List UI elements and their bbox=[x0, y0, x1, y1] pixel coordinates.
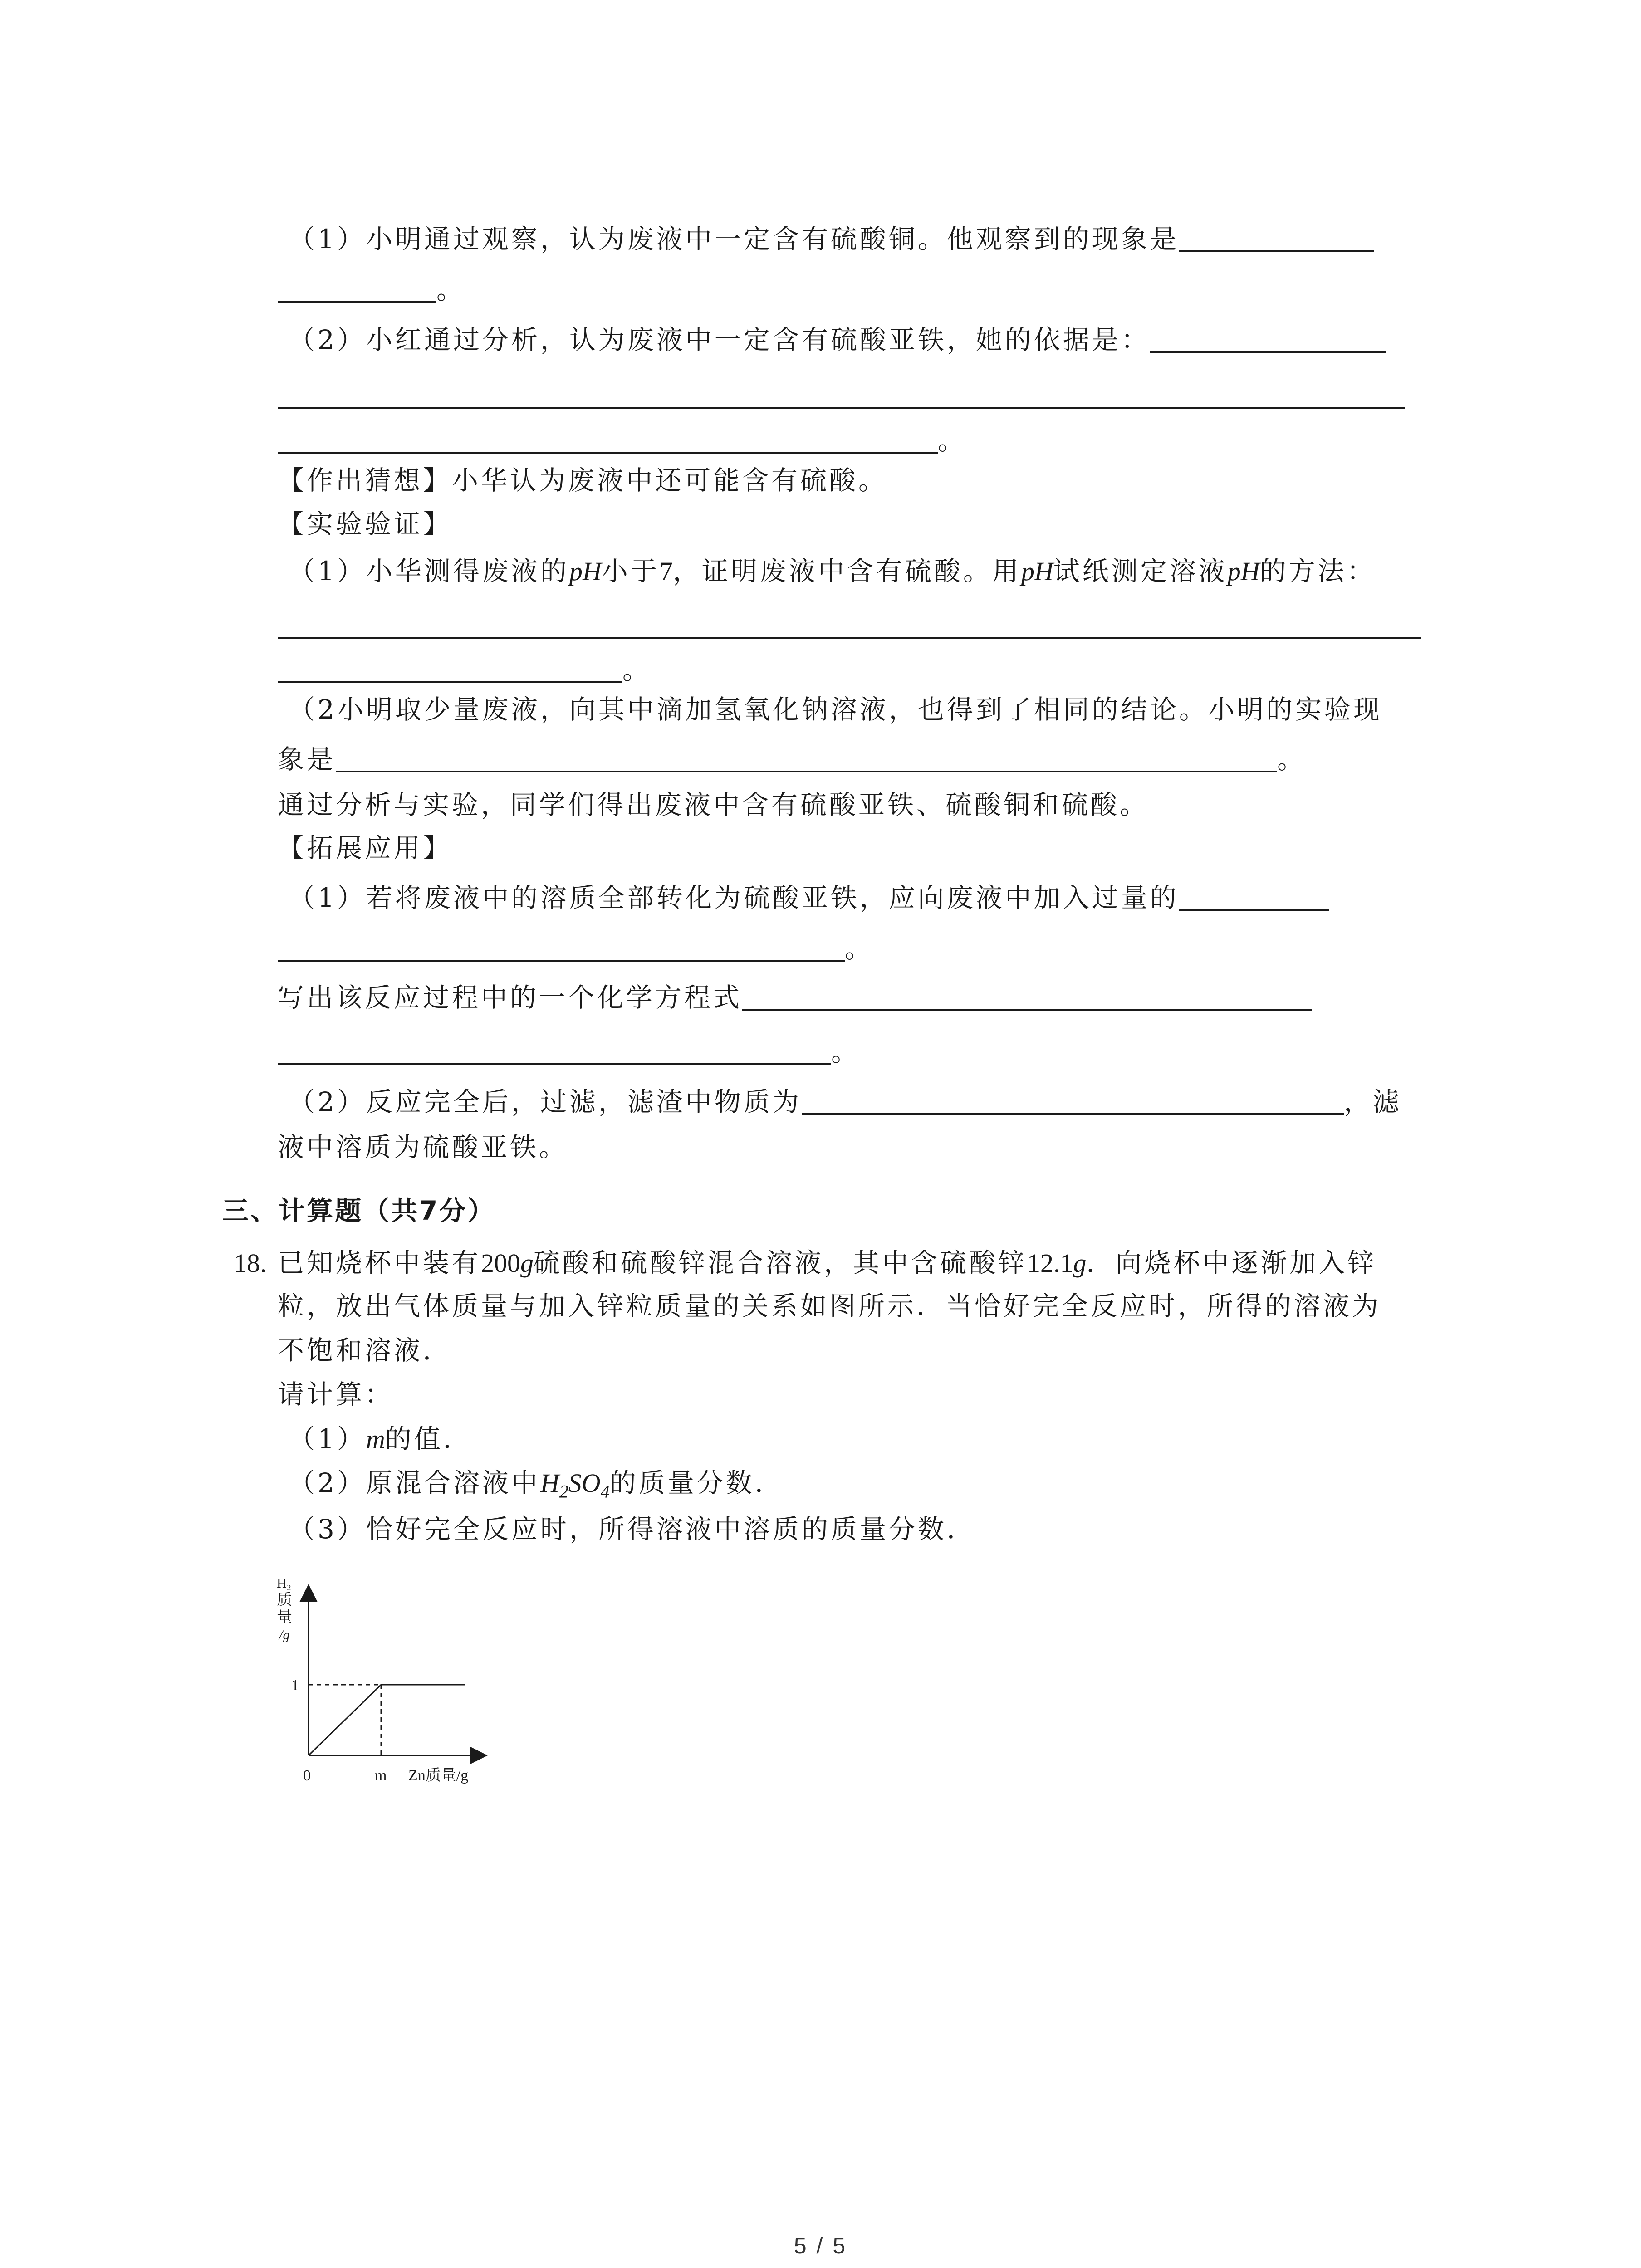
unit: g bbox=[520, 1248, 534, 1278]
y-axis-label-line: 量 bbox=[277, 1609, 292, 1626]
answer-blank[interactable] bbox=[278, 937, 845, 962]
text-run: 象是 bbox=[278, 744, 336, 775]
extend-heading: 【拓展应用】 bbox=[278, 832, 452, 863]
question-18-line-1 bbox=[278, 1247, 1377, 1278]
answer-line[interactable] bbox=[278, 407, 1405, 409]
period: 。 bbox=[831, 1036, 861, 1067]
question-18-sub-1 bbox=[289, 1423, 472, 1454]
answer-blank[interactable] bbox=[1150, 328, 1386, 353]
x-tick-label: m bbox=[375, 1767, 387, 1784]
origin-label: 0 bbox=[303, 1767, 311, 1784]
y-axis-label-line: 质 bbox=[277, 1592, 292, 1608]
question-18-sub-2 bbox=[289, 1467, 784, 1502]
h2-mass-chart bbox=[259, 1574, 504, 1787]
question-18-line-2: 粒，放出气体质量与加入锌粒质量的关系如图所示．当恰好完全反应时，所得的溶液为 bbox=[278, 1290, 1381, 1321]
extend-question-2 bbox=[289, 1086, 1402, 1117]
basis-text: （2）小红通过分析，认为废液中一定含有硫酸亚铁，她的依据是： bbox=[289, 324, 1150, 355]
basis-question bbox=[289, 324, 1386, 355]
series-line bbox=[309, 1685, 465, 1755]
text-run: 小于 bbox=[601, 556, 660, 587]
equation-line bbox=[278, 984, 1312, 1011]
y-tick-label: 1 bbox=[291, 1677, 299, 1694]
question-18-ask: 请计算： bbox=[278, 1379, 394, 1410]
verify-heading: 【实验验证】 bbox=[278, 508, 452, 539]
text-run: 试纸测定溶液 bbox=[1053, 556, 1228, 587]
text-run: （1）小华测得废液的 bbox=[289, 556, 569, 587]
answer-blank[interactable] bbox=[278, 659, 622, 683]
text-run: ，证明废液中含有硫酸。用 bbox=[672, 556, 1021, 587]
text-run: （1） bbox=[289, 1423, 366, 1454]
answer-blank[interactable] bbox=[336, 748, 1277, 772]
equation-line-cont bbox=[278, 1036, 861, 1067]
number: 7 bbox=[659, 557, 673, 586]
verify-question-1 bbox=[289, 558, 1376, 585]
answer-blank[interactable] bbox=[1179, 228, 1374, 252]
page-number: 5 / 5 bbox=[794, 2233, 847, 2258]
number: 200 bbox=[481, 1248, 521, 1278]
guess-line: 【作出猜想】小华认为废液中还可能含有硫酸。 bbox=[278, 465, 888, 496]
basis-question-cont bbox=[278, 427, 967, 454]
answer-blank[interactable] bbox=[278, 1041, 831, 1065]
text-run: 的方法： bbox=[1259, 556, 1376, 587]
ph-term: pH bbox=[1227, 557, 1260, 586]
question-18-line-3: 不饱和溶液． bbox=[278, 1335, 452, 1366]
period: 。 bbox=[938, 425, 967, 456]
ph-term: pH bbox=[1021, 557, 1053, 586]
y-axis-label-line: H₂ bbox=[277, 1576, 292, 1591]
period: 。 bbox=[845, 933, 874, 964]
period: 。 bbox=[1277, 744, 1307, 775]
section-heading: 三、计算题（共7分） bbox=[222, 1195, 496, 1226]
x-axis-label: Zn质量/g bbox=[408, 1767, 469, 1784]
text-run: ．向烧杯中逐渐加入锌 bbox=[1086, 1247, 1377, 1278]
observation-question bbox=[289, 226, 1374, 252]
extend-question-2-cont: 液中溶质为硫酸亚铁。 bbox=[278, 1132, 568, 1163]
text-run: ，滤 bbox=[1343, 1086, 1402, 1117]
extend-question-1 bbox=[289, 882, 1329, 913]
formula-h2so4: $H_2SO_4$ bbox=[540, 1468, 610, 1502]
number: 12.1 bbox=[1027, 1248, 1073, 1278]
text-run: 的质量分数． bbox=[609, 1467, 784, 1498]
period: 。 bbox=[436, 274, 466, 305]
answer-blank[interactable] bbox=[802, 1090, 1344, 1115]
text-run: （1）若将废液中的溶质全部转化为硫酸亚铁，应向废液中加入过量的 bbox=[289, 882, 1179, 913]
variable-m: m bbox=[366, 1424, 385, 1454]
text-run: 写出该反应过程中的一个化学方程式 bbox=[278, 982, 743, 1013]
observation-text: （1）小明通过观察，认为废液中一定含有硫酸铜。他观察到的现象是 bbox=[289, 224, 1179, 254]
ph-term: pH bbox=[569, 557, 602, 586]
extend-question-1-cont bbox=[278, 935, 874, 962]
question-18-sub-3: （3）恰好完全反应时，所得溶液中溶质的质量分数． bbox=[289, 1514, 976, 1545]
verify-question-2: （2小明取少量废液，向其中滴加氢氧化钠溶液，也得到了相同的结论。小明的实验现 bbox=[289, 694, 1382, 725]
verify-question-2-cont bbox=[278, 744, 1307, 775]
text-run: （2）原混合溶液中 bbox=[289, 1467, 540, 1498]
answer-blank[interactable] bbox=[278, 279, 436, 303]
observation-question-cont bbox=[278, 274, 466, 305]
verify-question-1-cont bbox=[278, 657, 652, 683]
answer-line[interactable] bbox=[278, 637, 1421, 639]
unit: g bbox=[1073, 1248, 1087, 1278]
conclusion-line: 通过分析与实验，同学们得出废液中含有硫酸亚铁、硫酸铜和硫酸。 bbox=[278, 789, 1149, 820]
text-run: （2）反应完全后，过滤，滤渣中物质为 bbox=[289, 1086, 802, 1117]
answer-blank[interactable] bbox=[1179, 886, 1329, 911]
answer-blank[interactable] bbox=[278, 429, 938, 454]
question-number: 18. bbox=[234, 1248, 267, 1278]
text-run: 硫酸和硫酸锌混合溶液，其中含硫酸锌 bbox=[534, 1247, 1028, 1278]
y-axis-label-line: /g bbox=[279, 1628, 290, 1642]
text-run: 已知烧杯中装有 bbox=[278, 1247, 481, 1278]
question-18-number bbox=[234, 1250, 267, 1276]
period: 。 bbox=[622, 655, 652, 685]
text-run: 的值． bbox=[385, 1423, 472, 1454]
answer-blank[interactable] bbox=[742, 986, 1312, 1011]
